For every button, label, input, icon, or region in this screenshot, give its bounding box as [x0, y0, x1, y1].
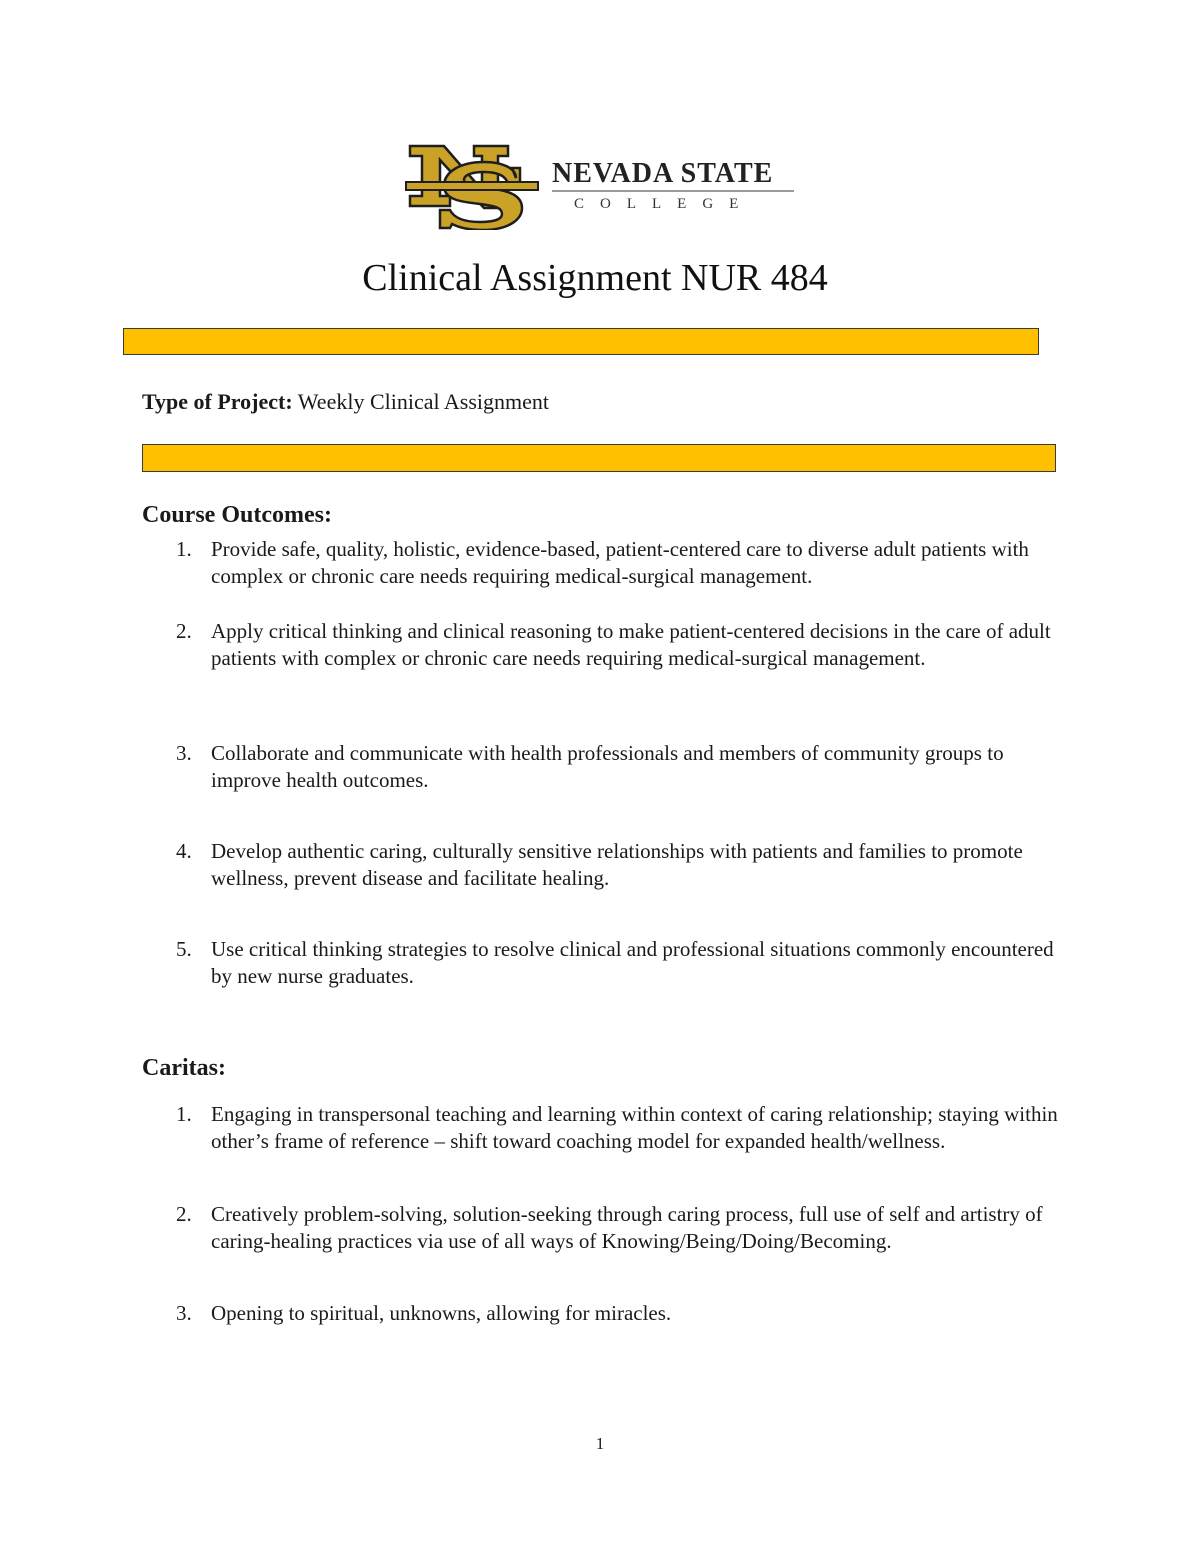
- nevada-state-college-logo: [404, 138, 796, 230]
- list-text: Engaging in transpersonal teaching and learning within context of caring relationship; staying within other’s frame of reference – shift toward coaching model for expanded health/wellness.: [211, 1102, 1058, 1153]
- caritas-item: [142, 1201, 1062, 1255]
- document-title: Clinical Assignment NUR 484: [362, 257, 828, 299]
- list-text: Apply critical thinking and clinical reasoning to make patient-centered decisions in the care of adult patients with complex or chronic care needs requiring medical-surgical management.: [211, 619, 1051, 670]
- brand-name: NEVADA STATE: [552, 158, 774, 189]
- list-text: Collaborate and communicate with health professionals and members of community groups to improve health outcomes.: [211, 741, 1004, 792]
- list-text: Use critical thinking strategies to resolve clinical and professional situations commonly encountered by new nurse graduates.: [211, 937, 1054, 988]
- list-number: 3.: [176, 1301, 192, 1325]
- project-type-label: Type of Project:: [142, 389, 293, 414]
- brand-divider: [552, 190, 794, 192]
- list-number: 2.: [176, 619, 192, 643]
- list-number: 1.: [176, 1102, 192, 1126]
- brand-subtitle: COLLEGE: [574, 196, 755, 212]
- outcome-item: [142, 838, 1062, 892]
- list-number: 2.: [176, 1202, 192, 1226]
- list-number: 5.: [176, 937, 192, 961]
- list-number: 1.: [176, 537, 192, 561]
- project-type-value: Weekly Clinical Assignment: [297, 389, 549, 414]
- project-type-line: [142, 389, 549, 415]
- caritas-item: [142, 1101, 1062, 1155]
- ns-monogram-icon: [404, 138, 544, 230]
- list-number: 4.: [176, 839, 192, 863]
- list-text: Develop authentic caring, culturally sensitive relationships with patients and families to promote wellness, prevent disease and facilitate healing.: [211, 839, 1023, 890]
- list-text: Opening to spiritual, unknowns, allowing for miracles.: [211, 1301, 672, 1325]
- outcome-item: [142, 536, 1062, 590]
- course-outcomes-heading: Course Outcomes:: [142, 502, 332, 528]
- list-number: 3.: [176, 741, 192, 765]
- caritas-item: [142, 1300, 1062, 1327]
- outcome-item: [142, 740, 1062, 794]
- list-text: Creatively problem-solving, solution-seeking through caring process, full use of self and artistry of caring-healing practices via use of all ways of Knowing/Being/Doing/Becoming.: [211, 1202, 1043, 1253]
- gold-divider-bar: [123, 328, 1039, 355]
- outcome-item: [142, 936, 1062, 990]
- gold-divider-bar: [142, 444, 1056, 472]
- caritas-heading: Caritas:: [142, 1055, 226, 1081]
- page-number: 1: [595, 1434, 605, 1453]
- outcome-item: [142, 618, 1062, 672]
- list-text: Provide safe, quality, holistic, evidence-based, patient-centered care to diverse adult patients with complex or chronic care needs requiring medical-surgical management.: [211, 537, 1029, 588]
